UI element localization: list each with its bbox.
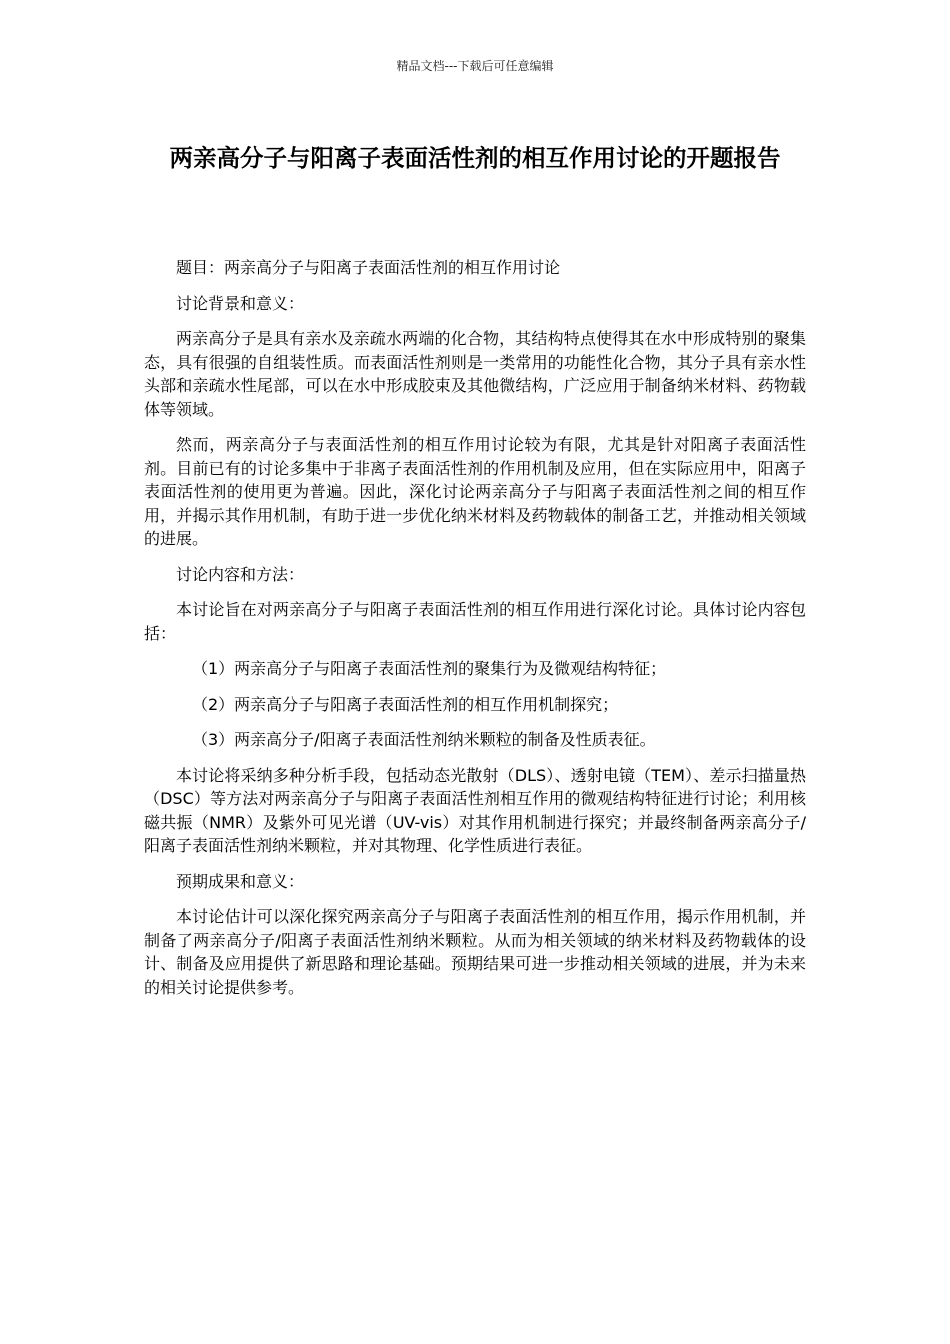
background-paragraph-2: 然而，两亲高分子与表面活性剂的相互作用讨论较为有限，尤其是针对阳离子表面活性剂。目前已有的讨论多集中于非离子表面活性剂的作用机制及应用，但在实际应用中，阳离子表面活性剂的使用更为普遍。因此，深化讨论两亲高分子与阳离子表面活性剂之间的相互作用，并揭示其作用机制，有助于进一步优化纳米材料及药物载体的制备工艺，并推动相关领域的进展。 [144,435,806,548]
method-paragraph: 本讨论将采纳多种分析手段，包括动态光散射（DLS）、透射电镜（TEM）、差示扫描量热（DSC）等方法对两亲高分子与阳离子表面活性剂相互作用的微观结构特征进行讨论；利用核磁共振（NMR）及紫外可见光谱（UV-vis）对其作用机制进行探究；并最终制备两亲高分子/阳离子表面活性剂纳米颗粒，并对其物理、化学性质进行表征。 [144,765,806,855]
content-list-item-1: （1）两亲高分子与阳离子表面活性剂的聚集行为及微观结构特征； [192,659,667,678]
section-heading-content-method: 讨论内容和方法： [176,564,305,584]
content-intro-paragraph: 本讨论旨在对两亲高分子与阳离子表面活性剂的相互作用进行深化讨论。具体讨论内容包括： [144,600,806,643]
document-title: 两亲高分子与阳离子表面活性剂的相互作用讨论的开题报告 [169,144,781,172]
expected-results-paragraph: 本讨论估计可以深化探究两亲高分子与阳离子表面活性剂的相互作用，揭示作用机制，并制备了两亲高分子/阳离子表面活性剂纳米颗粒。从而为相关领域的纳米材料及药物载体的设计、制备及应用提供了新思路和理论基础。预期结果可进一步推动相关领域的进展，并为未来的相关讨论提供参考。 [144,907,806,997]
section-heading-background: 讨论背景和意义： [176,293,305,313]
section-heading-expected-results: 预期成果和意义： [176,871,305,891]
document-body [144,256,806,1011]
header-note: 精品文档---下载后可任意编辑 [396,59,554,73]
content-list-item-3: （3）两亲高分子/阳离子表面活性剂纳米颗粒的制备及性质表征。 [192,730,656,749]
topic-line: 题目：两亲高分子与阳离子表面活性剂的相互作用讨论 [176,258,561,277]
content-list-item-2: （2）两亲高分子与阳离子表面活性剂的相互作用机制探究； [192,694,619,714]
background-paragraph-1: 两亲高分子是具有亲水及亲疏水两端的化合物，其结构特点使得其在水中形成特别的聚集态，具有很强的自组装性质。而表面活性剂则是一类常用的功能性化合物，其分子具有亲水性头部和亲疏水性尾部，可以在水中形成胶束及其他微结构，广泛应用于制备纳米材料、药物载体等领域。 [144,329,806,419]
